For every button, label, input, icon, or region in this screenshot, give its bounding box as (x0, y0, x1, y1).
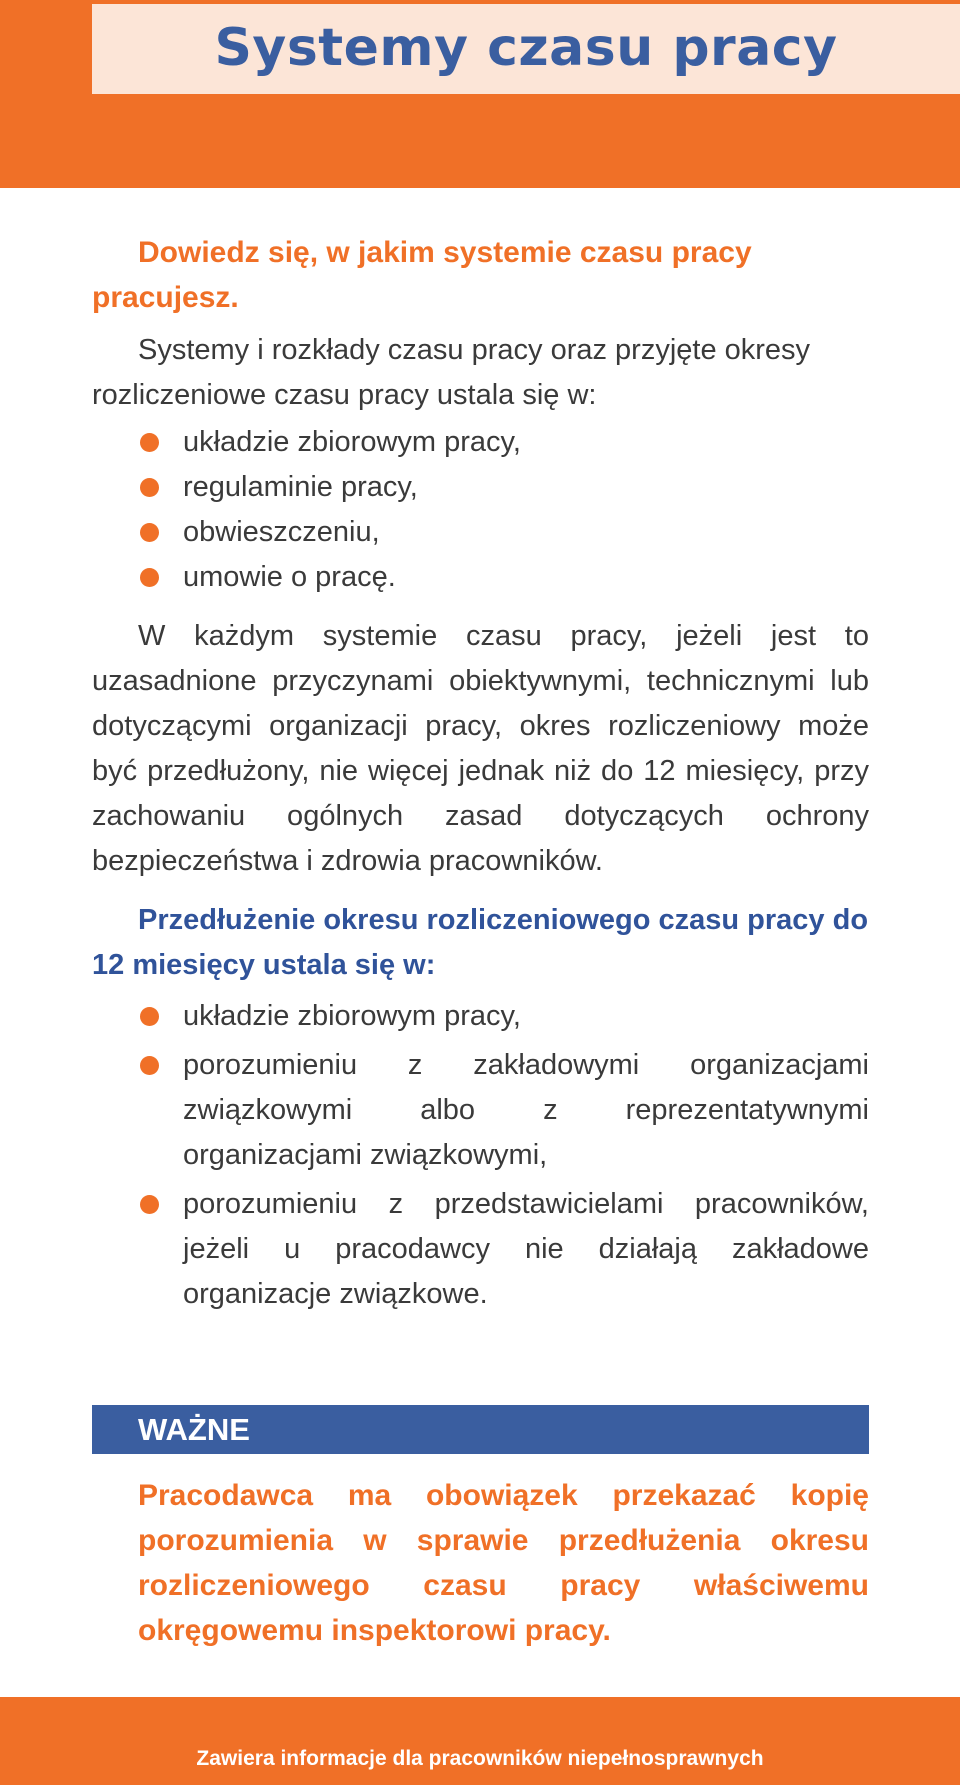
bullet-icon (140, 1195, 159, 1214)
header-band (0, 0, 960, 188)
section1-paragraph: W każdym systemie czasu pracy, jeżeli jest to uzasadnione przyczynami obiektywnymi, technicznymi lub dotyczącymi organizacji pracy, okres rozliczeniowy może być przedłużony, nie więcej jednak niż do 12 miesięcy, przy zachowaniu ogólnych zasad dotyczących ochrony bezpieczeństwa i zdrowia pracowników. (92, 620, 869, 877)
section2-heading: Przedłużenie okresu rozliczeniowego czasu pracy do 12 miesięcy ustala się w: (92, 904, 869, 981)
section1-list (92, 420, 869, 600)
list-item: układzie zbiorowym pracy, (92, 994, 869, 1039)
list-item: umowie o pracę. (92, 555, 869, 600)
section2-list (92, 994, 869, 1317)
list-item: układzie zbiorowym pracy, (92, 420, 869, 465)
bullet-icon (140, 478, 159, 497)
list-item: regulaminie pracy, (92, 465, 869, 510)
section1-intro: Systemy i rozkłady czasu pracy oraz przyjęte okresy rozliczeniowe czasu pracy ustala się w: (92, 334, 811, 411)
section1-lead: Dowiedz się, w jakim systemie czasu pracy pracujesz. (92, 236, 752, 314)
list-item: porozumieniu z zakładowymi organizacjami związkowymi albo z reprezentatywnymi organizacjami związkowymi, (92, 1043, 869, 1178)
title-box (92, 4, 960, 94)
list-item: obwieszczeniu, (92, 510, 869, 555)
important-text: Pracodawca ma obowiązek przekazać kopię porozumienia w sprawie przedłużenia okresu rozliczeniowego czasu pracy właściwemu okręgowemu inspektorowi pracy. (138, 1479, 869, 1647)
main-content (92, 230, 869, 1317)
footer-text: Zawiera informacje dla pracowników niepełnosprawnych (196, 1747, 764, 1770)
list-item: porozumieniu z przedstawicielami pracowników, jeżeli u pracodawcy nie działają zakładowe organizacje związkowe. (92, 1182, 869, 1317)
important-bar (92, 1405, 869, 1454)
bullet-icon (140, 433, 159, 452)
bullet-icon (140, 1056, 159, 1075)
bullet-icon (140, 568, 159, 587)
footer-band (0, 1697, 960, 1785)
bullet-icon (140, 523, 159, 542)
important-label: WAŻNE (138, 1412, 250, 1447)
bullet-icon (140, 1007, 159, 1026)
page-title: Systemy czasu pracy (214, 18, 838, 78)
